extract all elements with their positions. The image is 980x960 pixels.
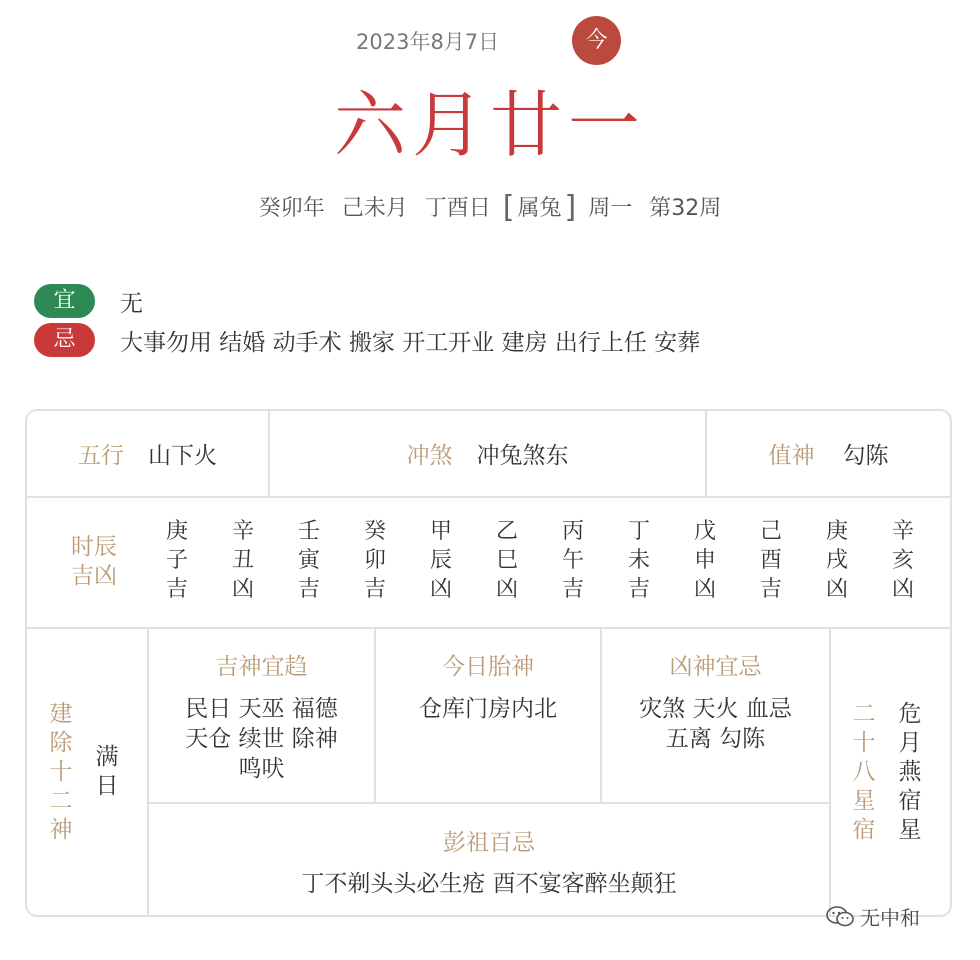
jishen-body [149,694,374,784]
hour-item [162,517,192,604]
divider [27,627,950,629]
xiu-label-char: 十 [852,730,876,756]
xiu-label-char: 星 [852,788,876,814]
hour-stem: 辛 [231,519,254,544]
xiu-value-char: 危 [898,701,922,727]
month-ganzhi: 己未月 [341,196,408,221]
jianchu-label [46,700,76,845]
hour-luck: 吉 [627,577,650,602]
hour-item [624,517,654,604]
weekday: 周一 [588,196,633,221]
solar-date: 2023年8月7日 [356,30,500,54]
zhishen-value: 勾陈 [842,443,889,469]
yi-text: 无 [120,290,143,317]
hour-branch: 巳 [495,548,518,573]
hour-stem: 癸 [363,519,386,544]
zhishen-cell [707,411,950,496]
jianchu-value-char: 日 [95,773,119,799]
watermark-text: 无中和 [860,906,920,930]
hour-luck: 吉 [297,577,320,602]
jianchu-label-char: 神 [49,817,73,843]
ji-row [34,322,700,358]
hour-item [558,517,588,604]
jianchu-label-char: 建 [49,701,73,727]
chongsha-label: 冲煞 [406,443,453,469]
lunar-date-title: 六月廿一 [333,83,646,167]
hours-label-char: 吉 [71,563,94,589]
hour-luck: 凶 [231,577,254,602]
hour-luck: 吉 [165,577,188,602]
jishen-line: 天仓 续世 除神 [185,726,338,752]
xiu-value-char: 星 [898,817,922,843]
hour-item [228,517,258,604]
hour-stem: 甲 [429,519,452,544]
xiu-value-char: 燕 [898,759,922,785]
hour-luck: 吉 [561,577,584,602]
hour-branch: 酉 [759,548,782,573]
jianchu-label-char: 除 [49,730,73,756]
ji-badge: 忌 [34,323,95,357]
hour-item [756,517,786,604]
hour-branch: 戌 [825,548,848,573]
hour-luck: 凶 [891,577,914,602]
jianchu-label-char: 十 [49,759,73,785]
hour-luck: 吉 [363,577,386,602]
yi-badge: 宜 [34,284,95,318]
jianchu-value [92,743,122,801]
taishen-title: 今日胎神 [442,654,534,680]
hour-item [294,517,324,604]
zhishen-label: 值神 [768,443,815,469]
yi-row [34,283,143,319]
hours-label-char: 凶 [94,563,117,589]
hour-branch: 子 [165,548,188,573]
wuxing-label: 五行 [78,443,124,469]
chongsha-value: 冲兔煞东 [476,443,569,469]
hour-stem: 庚 [825,519,848,544]
taishen-line: 仓库门房内北 [419,696,557,722]
hour-luck: 凶 [825,577,848,602]
hour-branch: 丑 [231,548,254,573]
watermark [826,902,920,931]
xiongshen-line: 五离 勾陈 [665,726,766,752]
hour-stem: 庚 [165,519,188,544]
divider [27,496,950,498]
wuxing-cell [27,411,268,496]
divider [829,629,831,915]
hour-stem: 壬 [297,519,320,544]
hour-stem: 己 [759,519,782,544]
year-ganzhi: 癸卯年 [258,196,325,221]
hour-stem: 辛 [891,519,914,544]
hour-branch: 申 [693,548,716,573]
hour-stem: 戊 [693,519,716,544]
xiu-label-char: 宿 [852,817,876,843]
hour-item [888,517,918,604]
jianchu-label-char: 二 [49,788,73,814]
week-number: 第32周 [649,196,722,221]
pengzu-title: 彭祖百忌 [443,830,535,856]
hour-luck: 凶 [495,577,518,602]
xiu-value-char: 月 [898,730,922,756]
hour-branch: 午 [561,548,584,573]
xiu-value [895,700,925,845]
hour-stem: 丁 [627,519,650,544]
jishen-line: 鸣吠 [238,756,285,782]
hour-luck: 凶 [693,577,716,602]
hour-branch: 卯 [363,548,386,573]
jishen-line: 民日 天巫 福德 [185,696,338,722]
bracket-left: [ [502,190,515,225]
date-row [0,22,980,58]
divider [148,802,830,804]
hour-stem: 乙 [495,519,518,544]
taishen-body [376,694,600,724]
hour-item [492,517,522,604]
hour-branch: 亥 [891,548,914,573]
zodiac: 属兔 [517,196,562,221]
hour-luck: 凶 [429,577,452,602]
xiu-label-char: 八 [852,759,876,785]
hour-luck: 吉 [759,577,782,602]
xiongshen-body [602,694,829,754]
xiu-label [849,700,879,845]
hours-label-char: 时 [71,534,94,560]
hour-item [690,517,720,604]
hour-branch: 寅 [297,548,320,573]
jishen-title: 吉神宜趋 [215,654,308,680]
hours-label-char: 辰 [94,534,117,560]
xiongshen-title: 凶神宜忌 [669,654,762,680]
bracket-right: ] [564,190,577,225]
xiu-value-char: 宿 [898,788,922,814]
pengzu-text: 丁不剃头头必生疮 酉不宴客醉坐颠狂 [301,871,677,897]
jianchu-value-char: 满 [95,744,119,770]
ji-text: 大事勿用 结婚 动手术 搬家 开工开业 建房 出行上任 安葬 [120,329,701,356]
hours-label [64,533,124,591]
chongsha-cell [270,411,705,496]
hour-item [426,517,456,604]
hour-branch: 未 [627,548,650,573]
hour-stem: 丙 [561,519,584,544]
day-ganzhi: 丁酉日 [424,196,491,221]
xiongshen-line: 灾煞 天火 血忌 [639,696,792,722]
hour-item [822,517,852,604]
wechat-icon [826,905,856,929]
today-button[interactable]: 今 [572,16,621,65]
xiu-label-char: 二 [852,701,876,727]
hour-item [360,517,390,604]
wuxing-value: 山下火 [148,443,217,469]
ganzhi-row [0,190,980,227]
hour-branch: 辰 [429,548,452,573]
